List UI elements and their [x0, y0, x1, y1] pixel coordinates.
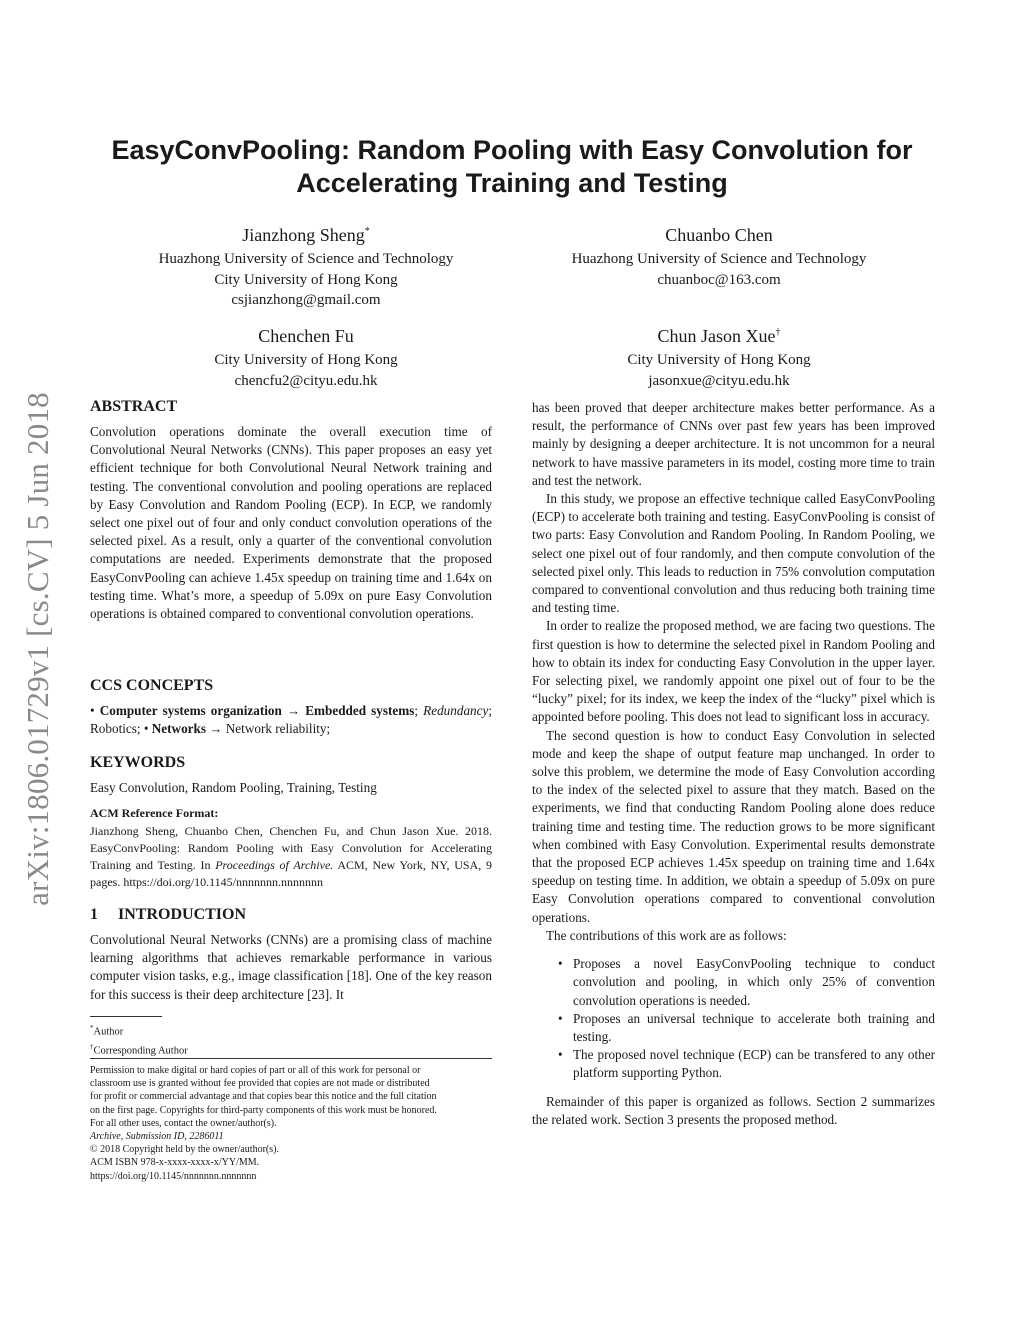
author-mark: * — [364, 226, 370, 237]
footnote-mark: * — [90, 1024, 94, 1032]
ccs-section — [90, 676, 492, 738]
section-title: INTRODUCTION — [118, 906, 247, 923]
author-name: Chenchen Fu — [258, 326, 354, 346]
ccs-bullet: • — [90, 703, 95, 718]
ccs-concept: Computer systems organization — [99, 703, 282, 718]
author-block-4 — [509, 321, 929, 391]
section-number: 1 — [90, 906, 98, 923]
ccs-arrow: → — [206, 721, 226, 737]
keywords-section — [90, 753, 492, 797]
acm-reference-venue: Proceedings of Archive. — [215, 858, 334, 872]
list-item — [532, 1010, 935, 1046]
introduction-paragraph: The second question is how to conduct Easy Convolution in selected mode and keep the shape of output feature map unchanged. In order to solve this problem, we determine the mode of Easy Convolution according to the index of the selected pixel to assure that they match. Based on the experiments, we find that conducting Random Pooling alone does reduce training time and testing time. The reduction grows to be more significant when combined with Easy Convolution. Experimental results demonstrate that the proposed ECP achieves 1.45x speedup on training time and 1.64x speedup on testing time. In addition, we obtain a speedup of 5.09x on pure Easy Convolution operations compared to conventional convolution operations. — [532, 727, 935, 925]
permission-block — [90, 1058, 492, 1183]
author-affiliation: City University of Hong Kong — [627, 352, 811, 368]
introduction-continued — [532, 399, 935, 1129]
permission-line: on the first page. Copyrights for third-party components of this work must be honored. — [90, 1104, 437, 1116]
author-name: Chun Jason Xue — [657, 326, 776, 346]
copyright-notice: © 2018 Copyright held by the owner/author(s). — [90, 1144, 279, 1156]
ccs-separator: ; Robotics; — [90, 703, 493, 737]
author-name: Chuanbo Chen — [665, 225, 773, 245]
ccs-concept: Redundancy — [423, 703, 489, 718]
author-name: Jianzhong Sheng — [242, 225, 365, 245]
author-block-3 — [96, 321, 516, 391]
ccs-concept: Embedded systems — [305, 703, 415, 718]
acm-reference-citation: Jianzhong Sheng, Chuanbo Chen, Chenchen Fu, and Chun Jason Xue. 2018. EasyConvPooling: Random Pooling with Easy Convolution for Accelerating Training and Testing. In — [90, 824, 492, 872]
introduction-section — [90, 905, 492, 1004]
title-line-1: EasyConvPooling: Random Pooling with Easy Convolution for — [111, 135, 913, 165]
ccs-concept: Networks — [151, 721, 206, 737]
permission-line: classroom use is granted without fee provided that copies are not made or distributed — [90, 1078, 430, 1090]
author-email: chuanboc@163.com — [657, 271, 781, 288]
introduction-heading — [90, 905, 492, 925]
arxiv-stamp — [18, 368, 58, 930]
arxiv-identifier: arXiv:1806.01729v1 [cs.CV] 5 Jun 2018 — [20, 392, 55, 906]
acm-reference-text — [90, 823, 492, 891]
footnote-text: Author — [93, 1026, 124, 1038]
footnote-item — [90, 1040, 492, 1059]
submission-id: Archive, Submission ID, 2286011 — [90, 1131, 224, 1143]
author-affiliation: Huazhong University of Science and Technology — [158, 251, 454, 267]
contribution-text: The proposed novel technique (ECP) can be transfered to any other platform supporting Python. — [573, 1047, 935, 1081]
contribution-text: Proposes an universal technique to accelerate both training and testing. — [573, 1010, 935, 1044]
bullet-icon: • — [558, 956, 563, 972]
keywords-text: Easy Convolution, Random Pooling, Training, Testing — [90, 780, 377, 795]
paper-title — [80, 134, 944, 200]
contributions-list — [532, 955, 935, 1082]
introduction-paragraph: The contributions of this work are as follows: — [546, 927, 787, 943]
author-affiliation: City University of Hong Kong — [214, 271, 398, 288]
author-mark: † — [775, 327, 781, 338]
permission-line: for profit or commercial advantage and that copies bear this notice and the full citation — [90, 1091, 437, 1103]
bullet-icon: • — [558, 1047, 563, 1063]
abstract-text: Convolution operations dominate the overall execution time of Convolutional Neural Networks (CNNs). This paper proposes an easy yet efficient technique for both Convolutional Neural Network training and testing. The conventional convolution and pooling operations are replaced by Easy Convolution and Random Pooling (ECP). In ECP, we randomly select one pixel out of four and only conduct convolution operations of the selected pixel. As a result, only a quarter of the conventional convolution computations are needed. Experiments demonstrate that the proposed EasyConvPooling can achieve 1.45x speedup on training time and 1.64x on testing time. What’s more, a speedup of 5.09x on pure Easy Convolution operations is obtained compared to conventional convolution operations. — [90, 424, 492, 622]
author-block-2 — [509, 220, 929, 290]
footnote-divider — [90, 1016, 162, 1017]
abstract-heading: ABSTRACT — [90, 398, 178, 415]
bullet-icon: • — [558, 1010, 563, 1026]
isbn: ACM ISBN 978-x-xxxx-xxxx-x/YY/MM. — [90, 1157, 260, 1169]
footnote-text: Corresponding Author — [93, 1045, 188, 1056]
doi: https://doi.org/10.1145/nnnnnnn.nnnnnnn — [90, 1170, 257, 1182]
footnotes — [90, 1016, 492, 1058]
keywords-heading: KEYWORDS — [90, 754, 186, 771]
ccs-separator: ; — [414, 703, 424, 718]
permission-line: For all other uses, contact the owner/author(s). — [90, 1117, 277, 1129]
author-email: chencfu2@cityu.edu.hk — [234, 372, 378, 389]
introduction-paragraph: Convolutional Neural Networks (CNNs) are a promising class of machine learning algorithms that achieves remarkable performance in various computer vision tasks, e.g., image classification [18]. One of the key reason for this success is their deep architecture [23]. It — [90, 932, 492, 1002]
acm-reference-publisher: ACM, New York, NY, USA, 9 pages. https://doi.org/10.1145/nnnnnnn.nnnnnnn — [90, 858, 492, 889]
author-block-1 — [96, 220, 516, 311]
permission-divider — [90, 1058, 492, 1059]
permission-line: Permission to make digital or hard copies of part or all of this work for personal or — [90, 1065, 421, 1076]
footnote-mark: † — [90, 1042, 94, 1051]
ccs-bullet: • — [143, 721, 149, 737]
title-line-2: Accelerating Training and Testing — [296, 168, 728, 198]
introduction-paragraph: has been proved that deeper architecture makes better performance. As a result, the performance of CNNs over past few years has been improved mainly by designing a deeper architecture. It is not uncommon for a neural network to have massive parameters in its model, costing more time to train and test the network. — [532, 400, 935, 488]
introduction-paragraph: In order to realize the proposed method, we are facing two questions. The first question is how to determine the selected pixel in Random Pooling and how to obtain its index for conducting Easy Convolution in the upper layer. For selecting pixel, we randomly appoint one pixel out of four to be the “lucky” pixel; for its index, we keep the index of the “lucky” pixel which is appointed before pooling. This does not lead to significant loss in accuracy. — [532, 618, 935, 725]
author-email: jasonxue@cityu.edu.hk — [648, 372, 790, 389]
author-email: csjianzhong@gmail.com — [231, 292, 381, 308]
abstract-section — [90, 397, 492, 623]
introduction-paragraph: In this study, we propose an effective technique called EasyConvPooling (ECP) to accelerate both training and testing. EasyConvPooling is consist of two parts: Easy Convolution and Random Pooling. In Random Pooling, we select one pixel out of four randomly, and then compute convolution of the selected pixel only. This leads to reduction in 75% convolution computation compared to conventional convolution and thus reducing both training time and testing time. — [532, 491, 935, 616]
acm-reference-section — [90, 805, 492, 891]
author-affiliation: City University of Hong Kong — [214, 352, 398, 368]
ccs-concept: Network reliability; — [225, 721, 331, 737]
contribution-text: Proposes a novel EasyConvPooling technique to conduct convolution and pooling, in which only 25% of convention convolution operations is needed. — [573, 956, 935, 1008]
footnote-item — [90, 1021, 492, 1040]
permission-text — [90, 1064, 492, 1183]
ccs-arrow: → — [281, 703, 306, 718]
list-item — [532, 955, 935, 1010]
ccs-heading: CCS CONCEPTS — [90, 677, 214, 694]
acm-reference-heading: ACM Reference Format: — [90, 806, 219, 820]
introduction-paragraph: Remainder of this paper is organized as follows. Section 2 summarizes the related work. Section 3 presents the proposed method. — [532, 1093, 935, 1127]
author-affiliation: Huazhong University of Science and Technology — [571, 251, 867, 267]
list-item — [532, 1046, 935, 1082]
ccs-text — [90, 702, 492, 738]
